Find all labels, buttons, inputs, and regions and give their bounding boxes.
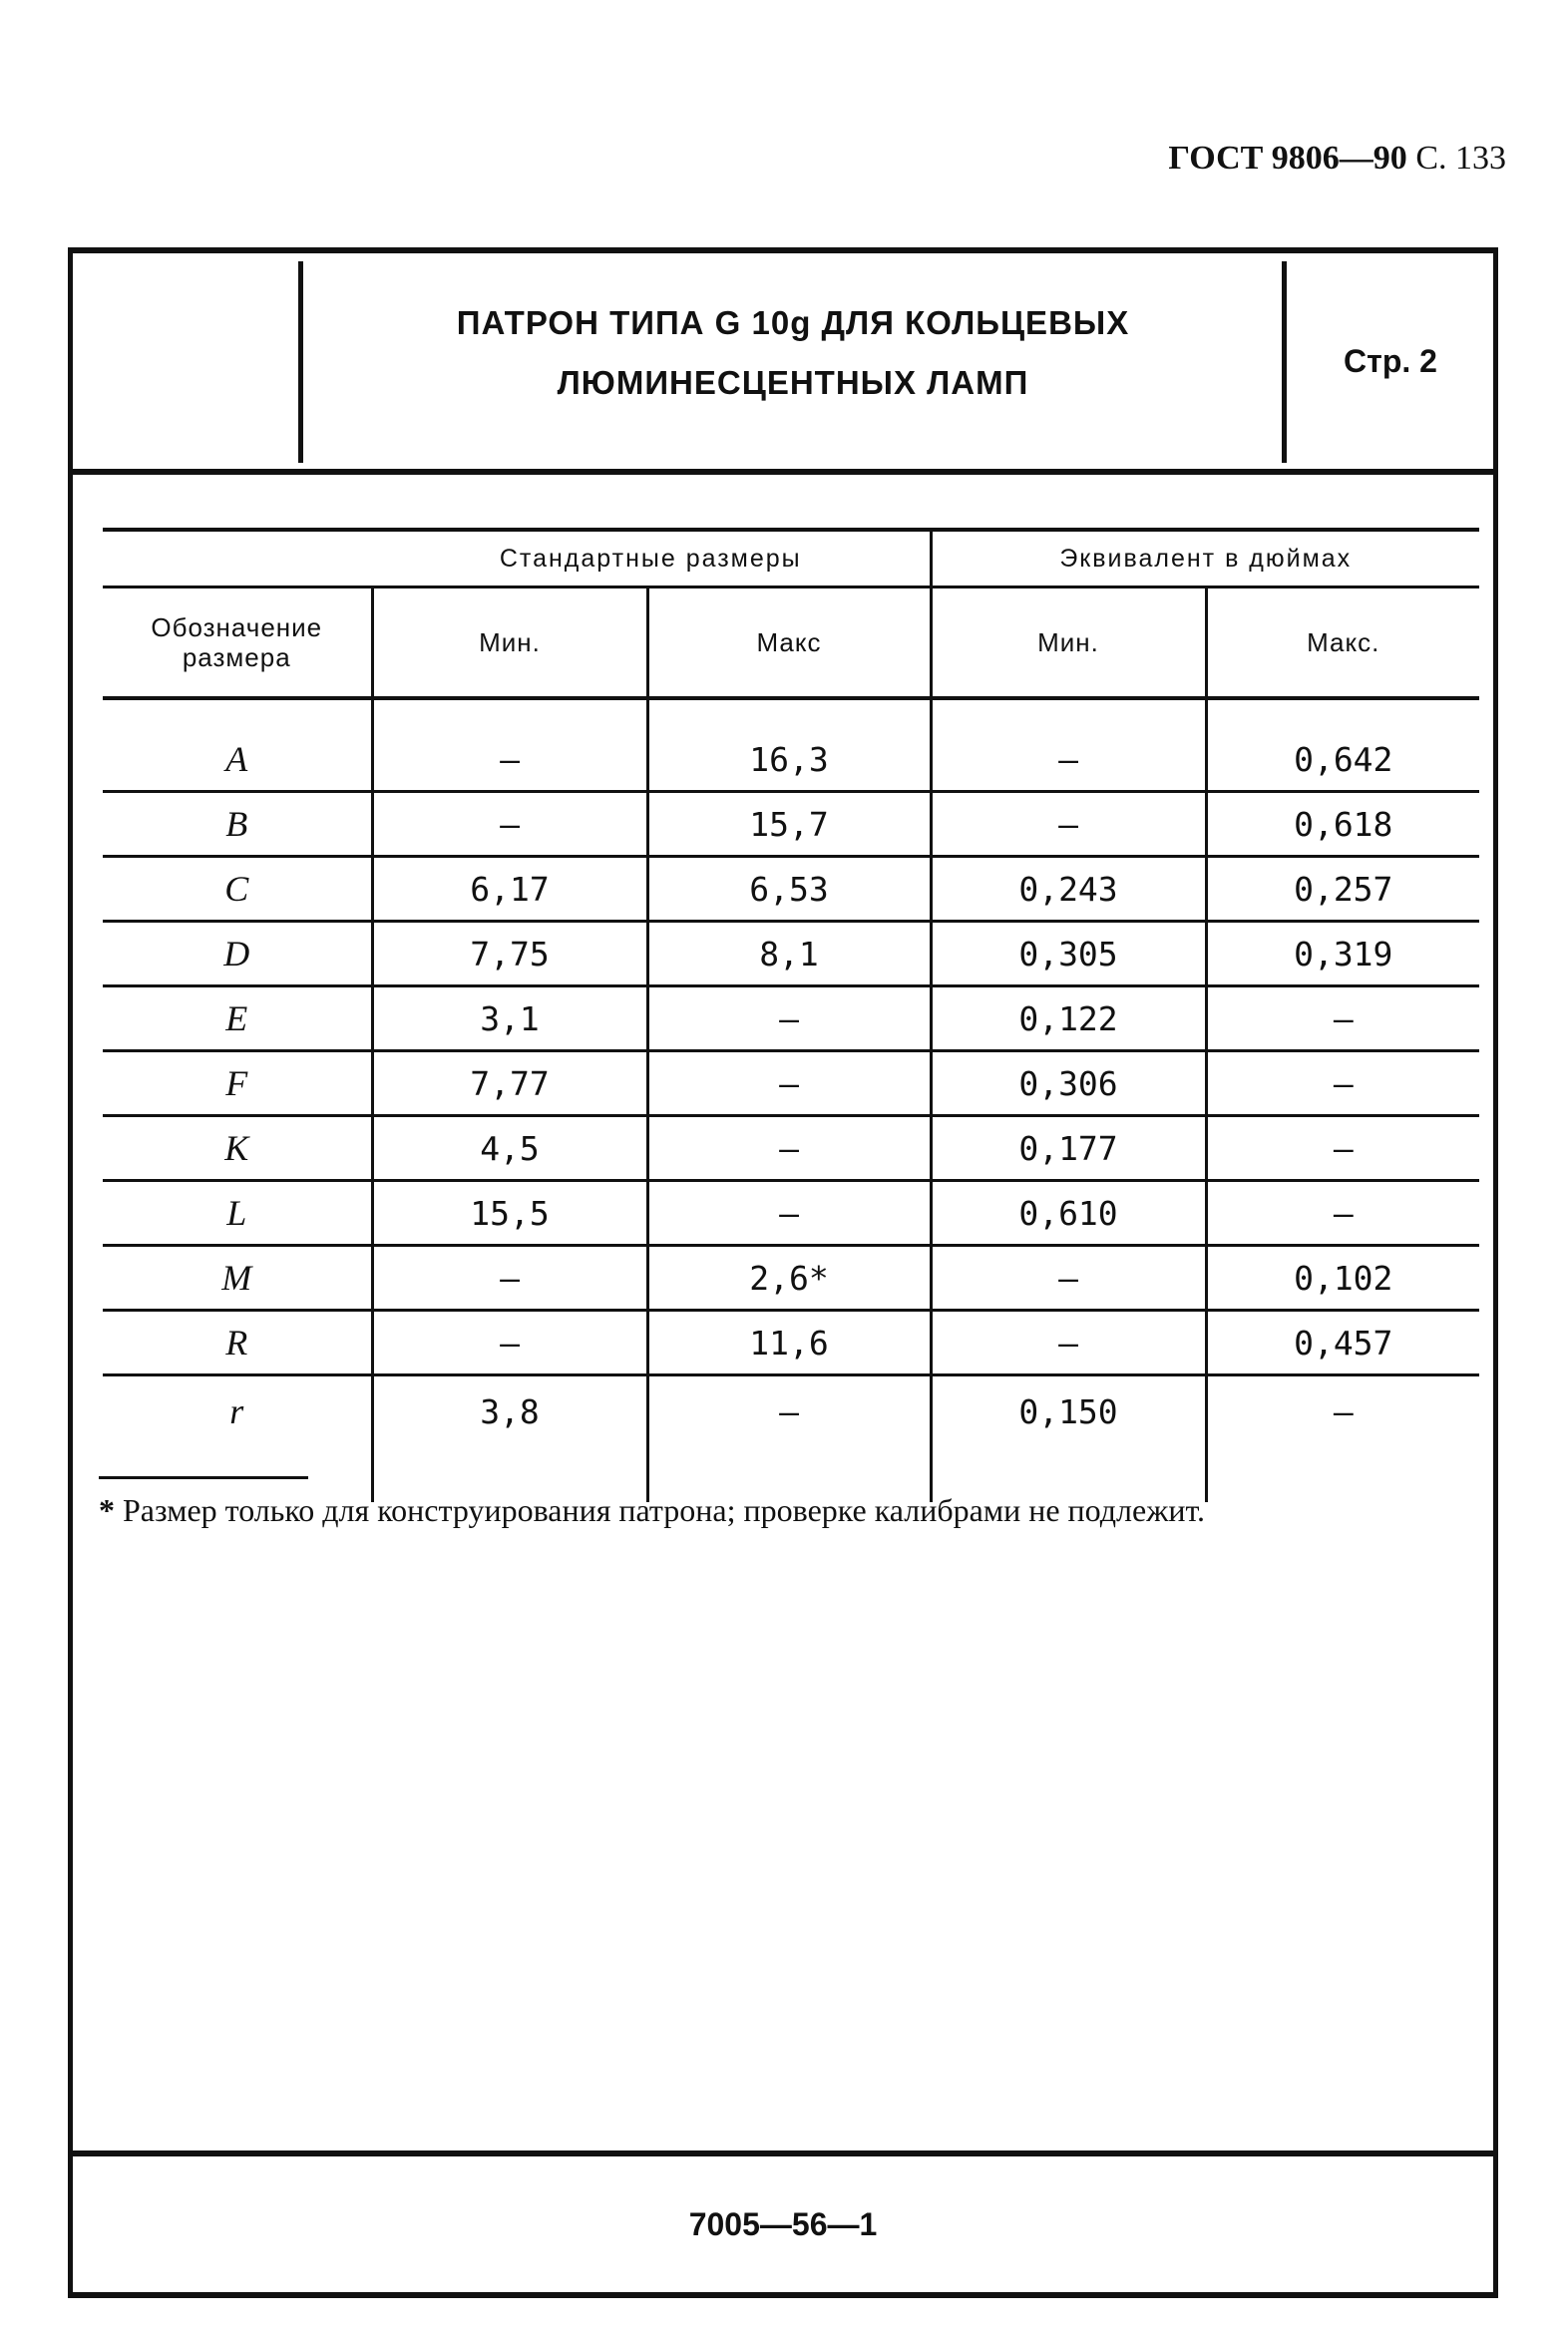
min-inches-cell: 0,150 bbox=[931, 1375, 1206, 1447]
max-cell: — bbox=[647, 1051, 931, 1116]
page-header bbox=[1168, 140, 1506, 178]
designation-cell: M bbox=[103, 1246, 372, 1311]
title-block bbox=[73, 253, 1493, 475]
min-cell: 3,1 bbox=[372, 986, 647, 1051]
designation-cell: E bbox=[103, 986, 372, 1051]
min-cell: — bbox=[372, 728, 647, 792]
document-number: 7005—56—1 bbox=[688, 2206, 878, 2242]
max-inches-cell: — bbox=[1206, 1181, 1479, 1246]
min-cell: — bbox=[372, 792, 647, 857]
title-line-2: ЛЮМИНЕСЦЕНТНЫХ ЛАМП bbox=[557, 364, 1029, 401]
table-row bbox=[103, 1311, 1479, 1375]
min-inches-cell: — bbox=[931, 728, 1206, 792]
sheet-label: Стр. 2 bbox=[1344, 342, 1437, 379]
column-header-max-inches: Макс. bbox=[1206, 587, 1479, 699]
min-inches-cell: 0,243 bbox=[931, 857, 1206, 922]
designation-cell: F bbox=[103, 1051, 372, 1116]
column-header-min-inches: Мин. bbox=[931, 587, 1206, 699]
max-cell: 16,3 bbox=[647, 728, 931, 792]
max-cell: 6,53 bbox=[647, 857, 931, 922]
min-cell: — bbox=[372, 1246, 647, 1311]
table-row bbox=[103, 728, 1479, 792]
min-cell: 7,75 bbox=[372, 922, 647, 986]
column-header-min: Мин. bbox=[372, 587, 647, 699]
table-row bbox=[103, 1246, 1479, 1311]
max-cell: 8,1 bbox=[647, 922, 931, 986]
min-cell: 4,5 bbox=[372, 1116, 647, 1181]
title-line-1: ПАТРОН ТИПА G 10g ДЛЯ КОЛЬЦЕВЫХ bbox=[456, 304, 1130, 341]
max-inches-cell: 0,257 bbox=[1206, 857, 1479, 922]
designation-cell: C bbox=[103, 857, 372, 922]
table-row bbox=[103, 1375, 1479, 1447]
min-cell: 6,17 bbox=[372, 857, 647, 922]
min-inches-cell: 0,306 bbox=[931, 1051, 1206, 1116]
min-inches-cell: — bbox=[931, 1311, 1206, 1375]
designation-cell: r bbox=[229, 1391, 244, 1431]
min-cell: 3,8 bbox=[372, 1375, 647, 1447]
designation-cell: A bbox=[103, 728, 372, 792]
min-inches-cell: 0,177 bbox=[931, 1116, 1206, 1181]
max-cell: — bbox=[647, 1375, 931, 1447]
max-inches-cell: 0,457 bbox=[1206, 1311, 1479, 1375]
max-cell: — bbox=[647, 986, 931, 1051]
document-title bbox=[304, 293, 1282, 413]
max-inches-cell: 0,618 bbox=[1206, 792, 1479, 857]
min-cell: 7,77 bbox=[372, 1051, 647, 1116]
page-number: С. 133 bbox=[1415, 140, 1506, 177]
max-inches-cell: 0,102 bbox=[1206, 1246, 1479, 1311]
standard-number: ГОСТ 9806—90 bbox=[1168, 140, 1407, 177]
min-inches-cell: 0,122 bbox=[931, 986, 1206, 1051]
dimensions-table bbox=[103, 528, 1479, 1502]
max-cell: 2,6* bbox=[647, 1246, 931, 1311]
max-inches-cell: — bbox=[1206, 1051, 1479, 1116]
table-row bbox=[103, 922, 1479, 986]
max-cell: — bbox=[647, 1181, 931, 1246]
footnote bbox=[99, 1490, 1495, 1530]
min-inches-cell: 0,305 bbox=[931, 922, 1206, 986]
column-header-designation: Обозначение размера bbox=[103, 587, 372, 699]
title-divider-right bbox=[1282, 261, 1287, 463]
designation-cell: R bbox=[103, 1311, 372, 1375]
max-cell: 11,6 bbox=[647, 1311, 931, 1375]
max-inches-cell: — bbox=[1206, 1116, 1479, 1181]
min-inches-cell: — bbox=[931, 1246, 1206, 1311]
max-inches-cell: 0,642 bbox=[1206, 728, 1479, 792]
footnote-divider bbox=[99, 1476, 308, 1479]
min-cell: 15,5 bbox=[372, 1181, 647, 1246]
designation-cell: L bbox=[103, 1181, 372, 1246]
table-row bbox=[103, 1051, 1479, 1116]
max-inches-cell: — bbox=[1206, 986, 1479, 1051]
footnote-marker: * bbox=[99, 1492, 115, 1528]
min-inches-cell: — bbox=[931, 792, 1206, 857]
max-inches-cell: 0,319 bbox=[1206, 922, 1479, 986]
footnote-text: Размер только для конструирования патрона; проверке калибрами не подлежит. bbox=[123, 1492, 1206, 1528]
table-row bbox=[103, 1181, 1479, 1246]
designation-cell: B bbox=[103, 792, 372, 857]
max-cell: 15,7 bbox=[647, 792, 931, 857]
min-cell: — bbox=[372, 1311, 647, 1375]
group-header-standard: Стандартные размеры bbox=[372, 532, 931, 587]
table-row bbox=[103, 986, 1479, 1051]
designation-cell: D bbox=[103, 922, 372, 986]
designation-cell: K bbox=[103, 1116, 372, 1181]
title-divider-left bbox=[298, 261, 303, 463]
column-header-max: Макс bbox=[647, 587, 931, 699]
max-inches-cell: — bbox=[1206, 1375, 1479, 1447]
min-inches-cell: 0,610 bbox=[931, 1181, 1206, 1246]
max-cell: — bbox=[647, 1116, 931, 1181]
table-row bbox=[103, 1116, 1479, 1181]
table-row bbox=[103, 857, 1479, 922]
sheet-frame bbox=[68, 247, 1498, 2298]
table-row bbox=[103, 792, 1479, 857]
bottom-divider bbox=[73, 2150, 1493, 2156]
group-header-inches: Эквивалент в дюймах bbox=[931, 532, 1479, 587]
